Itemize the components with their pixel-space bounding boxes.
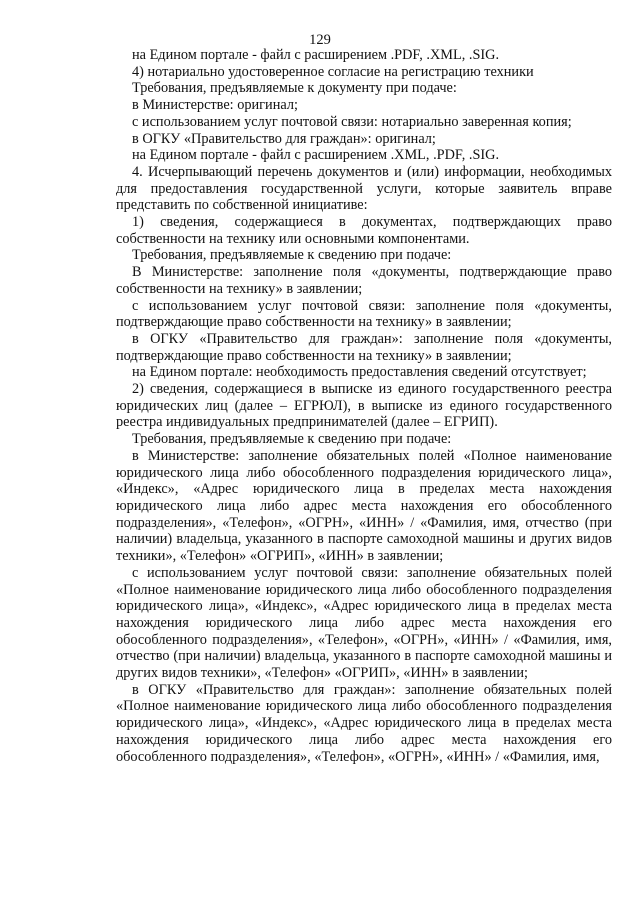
paragraph: на Едином портале - файл с расширением .XML, .PDF, .SIG. [132, 147, 500, 164]
paragraph: с использованием услуг почтовой связи: заполнение обязательных полей «Полное наименование юридического лица либо обособленного подразделения юридического лица», «Индекс», «Адрес юридического лица в пределах места нахождения юридического лица либо адрес места нахождения его обособленного подразделения», «Телефон», «ОГРН», «ИНН» / «Фамилия, имя, отчество (при наличии) владельца, указанного в паспорте самоходной машины и других видов техники», «Телефон» «ОГРИП», «ИНН» в заявлении; [116, 564, 612, 682]
page-number: 129 [309, 32, 331, 48]
paragraph: на Едином портале: необходимость предоставления сведений отсутствует; [132, 364, 587, 381]
paragraph: Требования, предъявляемые к сведению при подаче: [132, 247, 452, 264]
paragraph: в Министерстве: оригинал; [132, 97, 298, 114]
paragraph: в Министерстве: заполнение обязательных полей «Полное наименование юридического лица либо обособленного подразделения юридического лица», «Индекс», «Адрес юридического лица в пределах места нахождения юридического лица либо адрес места нахождения его обособленного подразделения», «Телефон», «ОГРН», «ИНН» / «Фамилия, имя, отчество (при наличии) владельца, указанного в паспорте самоходной машины и других видов техники», «Телефон» «ОГРИП», «ИНН» в заявлении; [116, 447, 612, 565]
paragraph: Требования, предъявляемые к документу при подаче: [132, 80, 457, 97]
paragraph: в ОГКУ «Правительство для граждан»: заполнение обязательных полей «Полное наименование юридического лица либо обособленного подразделения юридического лица», «Индекс», «Адрес юридического лица в пределах места нахождения юридического лица либо адрес места нахождения его обособленного подразделения», «Телефон», «ОГРН», «ИНН» / «Фамилия, имя, [116, 681, 612, 765]
paragraph: 4. Исчерпывающий перечень документов и (или) информации, необходимых для предоставления государственной услуги, которые заявитель вправе представить по собственной инициативе: [116, 163, 612, 214]
paragraph: В Министерстве: заполнение поля «документы, подтверждающие право собственности на технику» в заявлении; [116, 264, 612, 297]
paragraph: Требования, предъявляемые к сведению при подаче: [132, 431, 452, 448]
paragraph: в ОГКУ «Правительство для граждан»: оригинал; [132, 130, 436, 147]
paragraph: 2) сведения, содержащиеся в выписке из единого государственного реестра юридических лиц (далее – ЕГРЮЛ), в выписке из единого государственного реестра индивидуальных предпринимателей (далее – ЕГРИП). [116, 381, 612, 431]
paragraph: в ОГКУ «Правительство для граждан»: заполнение поля «документы, подтверждающие право собственности на технику» в заявлении; [116, 330, 612, 364]
paragraph: с использованием услуг почтовой связи: заполнение поля «документы, подтверждающие право собственности на технику» в заявлении; [116, 297, 612, 331]
paragraph: с использованием услуг почтовой связи: нотариально заверенная копия; [132, 113, 572, 130]
paragraph: 1) сведения, содержащиеся в документах, подтверждающих право собственности на технику или основными компонентами. [116, 214, 612, 247]
document-body [116, 47, 612, 765]
paragraph: 4) нотариально удостоверенное согласие на регистрацию техники [132, 63, 534, 80]
paragraph: на Едином портале - файл с расширением .PDF, .XML, .SIG. [132, 47, 500, 63]
